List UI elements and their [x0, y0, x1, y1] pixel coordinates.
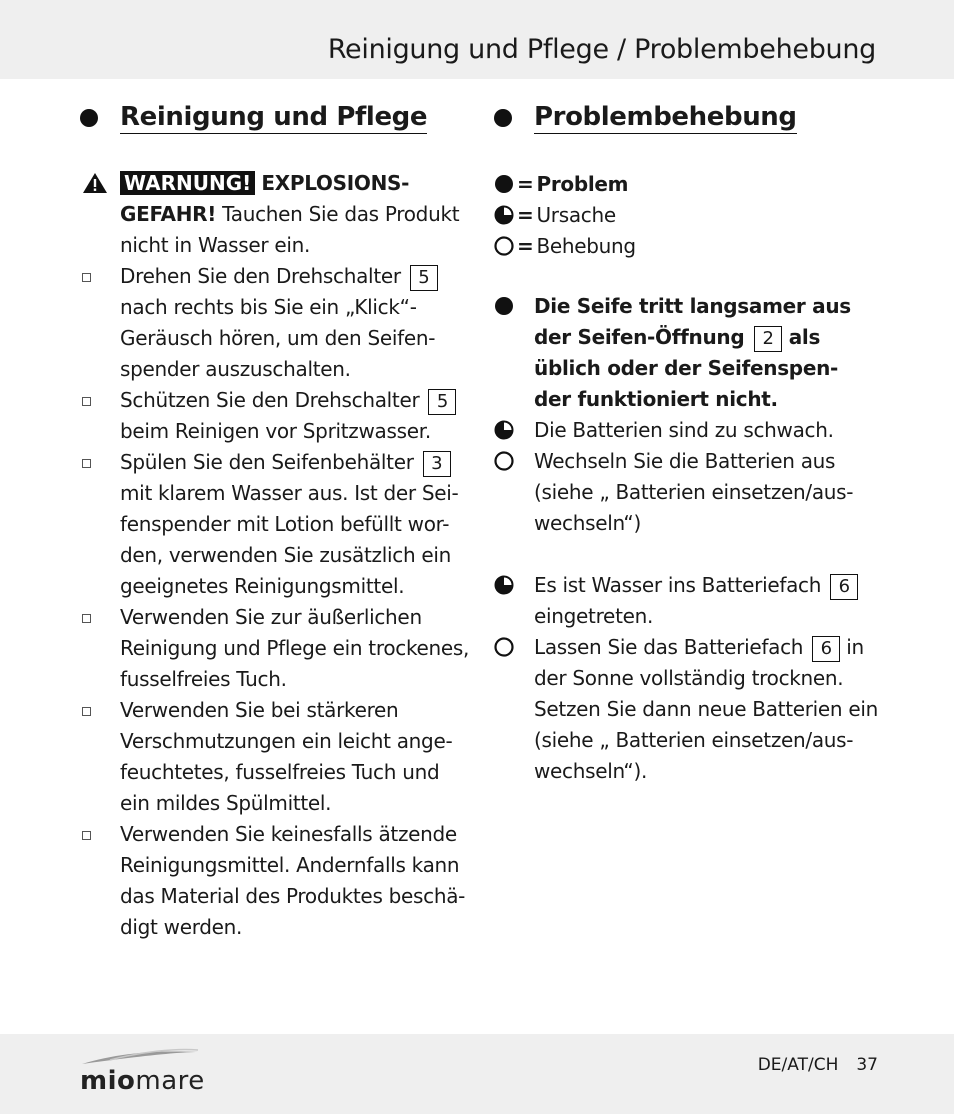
problem-item — [494, 291, 884, 415]
checkbox-square-icon — [82, 397, 91, 406]
cleaning-section — [80, 100, 470, 943]
fix-item — [494, 446, 884, 539]
legend-label: Ursache — [536, 202, 616, 227]
warning-bold-2: GEFAHR! — [120, 202, 217, 226]
warning-text: Tauchen Sie das Produkt nicht in Wasser ein. — [120, 202, 460, 257]
checkbox-square-icon — [82, 614, 91, 623]
legend-equals: = — [517, 233, 534, 258]
part-ref: 6 — [812, 636, 840, 662]
section-bullet-icon — [80, 109, 98, 127]
footer-meta — [758, 1055, 878, 1075]
item-text: Drehen Sie den Drehschalter — [120, 264, 401, 288]
item-text: Verwenden Sie keinesfalls ätzende Reinigungsmittel. Andernfalls kann das Material des Produktes beschä-digt werden. — [120, 822, 466, 939]
open-circle-icon — [494, 451, 514, 471]
checkbox-square-icon — [82, 459, 91, 468]
item-text: Verwenden Sie zur äußerlichen Reinigung und Pflege ein trockenes, fusselfreies Tuch. — [120, 605, 470, 691]
logo-text — [80, 1066, 205, 1096]
fix-text: Wechseln Sie die Batterien aus (siehe „ Batterien einsetzen/aus-wechseln“) — [534, 449, 854, 535]
fix-item — [494, 632, 884, 787]
troubleshooting-section — [494, 100, 884, 787]
problem-text: der funktioniert nicht. — [534, 387, 778, 411]
item-text: nach rechts bis Sie ein „Klick“-Geräusch hören, um den Seifen-spender auszuschalten. — [120, 295, 436, 381]
checkbox-square-icon — [82, 273, 91, 282]
open-circle-icon — [494, 637, 514, 657]
fix-text: in der Sonne vollständig trocknen. Setzen Sie dann neue Batterien ein (siehe „ Batterien einsetzen/aus-wechseln“). — [534, 635, 878, 783]
section-title: Problembehebung — [534, 102, 797, 132]
section-heading-troubleshooting — [494, 100, 884, 136]
list-item — [80, 385, 470, 447]
item-text: Schützen Sie den Drehschalter — [120, 388, 420, 412]
legend-row-cause — [494, 199, 884, 230]
logo-bold: mio — [80, 1066, 136, 1096]
symbol-legend — [494, 168, 884, 261]
filled-circle-icon — [494, 296, 514, 316]
warning-triangle-icon — [82, 172, 108, 194]
item-text: Verwenden Sie bei stärkeren Verschmutzungen ein leicht ange-feuchtetes, fusselfreies Tuch und ein mildes Spülmittel. — [120, 698, 453, 815]
brand-logo — [80, 1046, 220, 1096]
half-circle-icon — [494, 205, 514, 225]
checkbox-square-icon — [82, 831, 91, 840]
filled-circle-icon — [494, 174, 514, 194]
problem-text: üblich oder der Seifenspen- — [534, 356, 839, 380]
spacer — [494, 539, 884, 570]
list-item — [80, 602, 470, 695]
item-text: mit klarem Wasser aus. Ist der Sei-fenspender mit Lotion befüllt wor-den, verwenden Sie zusätzlich ein geeignetes Reinigungsmittel. — [120, 481, 459, 598]
warning-bold-1: EXPLOSIONS- — [261, 171, 410, 195]
part-ref: 6 — [830, 574, 858, 600]
page-number: 37 — [856, 1055, 878, 1075]
problem-text: als — [788, 325, 821, 349]
half-circle-icon — [494, 575, 514, 595]
cause-text: Die Batterien sind zu schwach. — [534, 418, 834, 442]
warning-label: WARNUNG! — [120, 171, 255, 195]
list-item — [80, 447, 470, 602]
item-text: Spülen Sie den Seifenbehälter — [120, 450, 414, 474]
wave-logo-icon — [80, 1046, 220, 1068]
section-bullet-icon — [494, 109, 512, 127]
section-title: Reinigung und Pflege — [120, 102, 428, 132]
fix-text: Lassen Sie das Batteriefach — [534, 635, 804, 659]
list-item — [80, 695, 470, 819]
cause-item — [494, 415, 884, 446]
item-text: beim Reinigen vor Spritzwasser. — [120, 419, 431, 443]
cause-item — [494, 570, 884, 632]
cause-text: eingetreten. — [534, 604, 654, 628]
part-ref: 5 — [410, 265, 438, 291]
cause-text: Es ist Wasser ins Batteriefach — [534, 573, 822, 597]
page-title: Reinigung und Pflege / Problembehebung — [327, 34, 876, 65]
legend-row-fix — [494, 230, 884, 261]
problem-text: Die Seife tritt langsamer aus — [534, 294, 851, 318]
warning-block — [80, 168, 470, 261]
legend-label: Behebung — [536, 233, 636, 258]
list-item — [80, 819, 470, 943]
half-circle-icon — [494, 420, 514, 440]
part-ref: 3 — [423, 451, 451, 477]
part-ref: 5 — [428, 389, 456, 415]
part-ref: 2 — [754, 326, 782, 352]
open-circle-icon — [494, 236, 514, 256]
logo-light: mare — [135, 1066, 205, 1096]
section-heading-cleaning — [80, 100, 470, 136]
legend-equals: = — [517, 171, 534, 196]
checkbox-square-icon — [82, 707, 91, 716]
legend-row-problem — [494, 168, 884, 199]
legend-equals: = — [517, 202, 534, 227]
legend-label: Problem — [536, 171, 629, 196]
region-code: DE/AT/CH — [757, 1055, 839, 1075]
list-item — [80, 261, 470, 385]
problem-text: der Seifen-Öffnung — [534, 325, 745, 349]
